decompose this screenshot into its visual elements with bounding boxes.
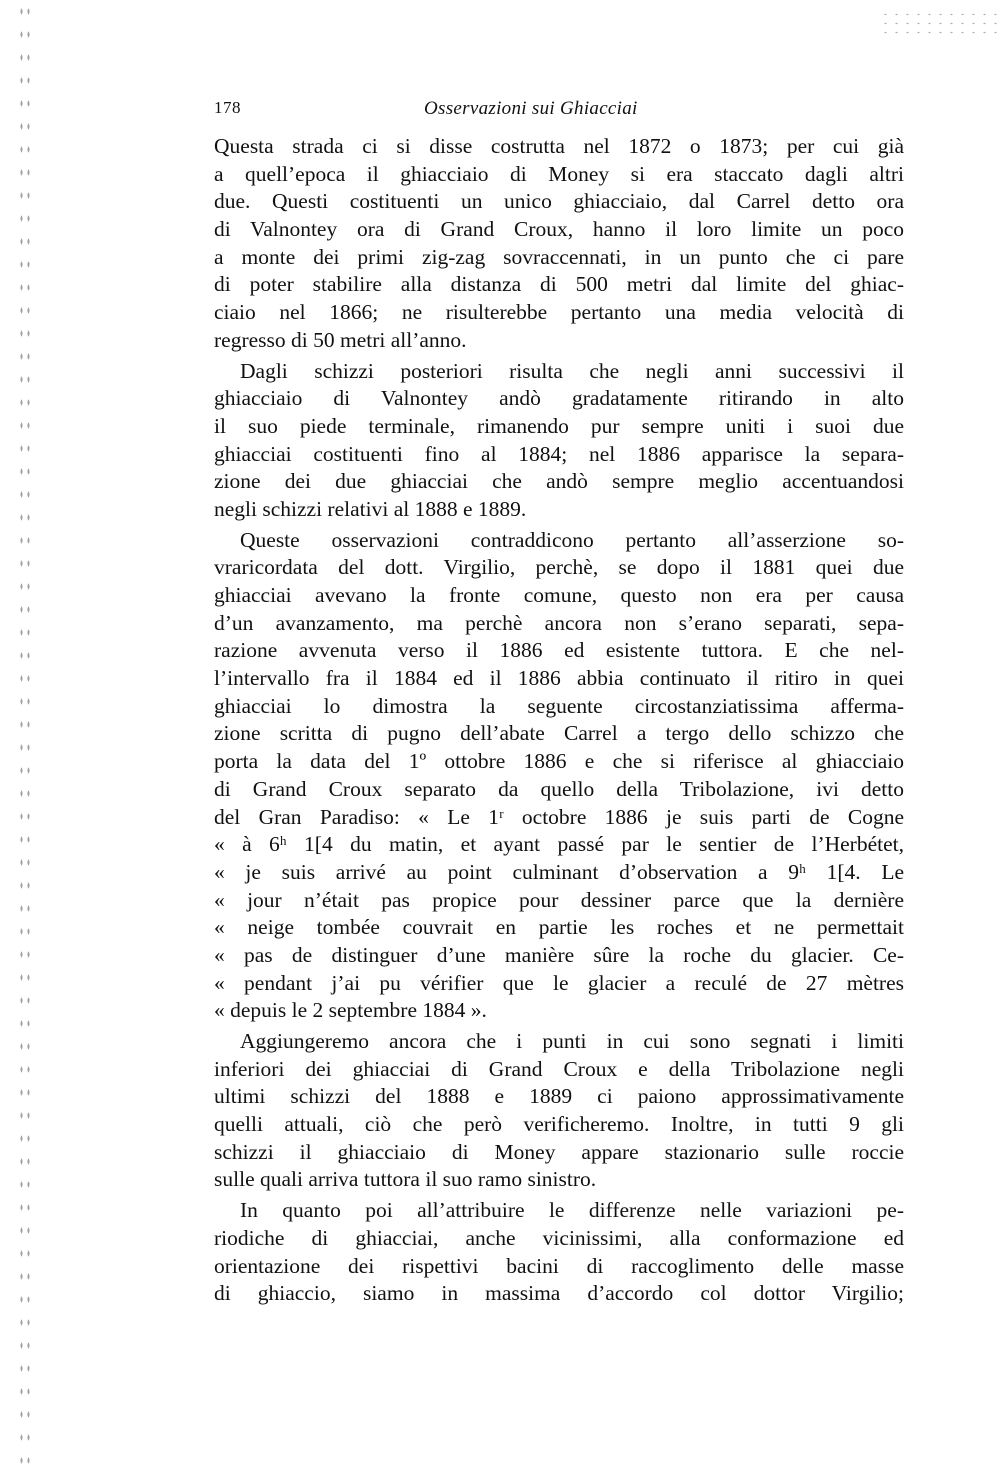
text-line: a quell’epoca il ghiacciaio di Money si era staccato dagli altri — [214, 161, 904, 186]
page-number: 178 — [214, 98, 241, 117]
text-line: razione avvenuta verso il 1886 ed esistente tuttora. E che nel- — [214, 638, 904, 663]
text-line: di Valnontey ora di Grand Croux, hanno il loro limite un poco — [214, 217, 904, 242]
paragraph — [214, 1197, 904, 1308]
text-line: ciaio nel 1866; ne risulterebbe pertanto una media velocità di — [214, 300, 904, 325]
text-line: l’intervallo fra il 1884 ed il 1886 abbia continuato il ritiro in quei — [214, 666, 904, 691]
text-line: d’un avanzamento, ma perchè ancora non s’erano separati, sepa- — [214, 610, 904, 635]
text-line: Dagli schizzi posteriori risulta che negli anni successivi il — [240, 358, 904, 383]
text-line: ghiacciai lo dimostra la seguente circostanziatissima afferma- — [214, 693, 904, 718]
text-line: ultimi schizzi del 1888 e 1889 ci paiono approssimativamente — [214, 1084, 904, 1109]
text-line: quelli attuali, ciò che però verificheremo. Inoltre, in tutti 9 gli — [214, 1112, 904, 1137]
text-line: Questa strada ci si disse costrutta nel 1872 o 1873; per cui già — [214, 134, 904, 158]
text-line: riodiche di ghiacciai, anche vicinissimi, alla conformazione ed — [214, 1225, 904, 1250]
text-line: schizzi il ghiacciaio di Money appare stazionario sulle roccie — [214, 1139, 904, 1164]
text-line: ghiacciai avevano la fronte comune, questo non era per causa — [214, 583, 904, 607]
text-line: porta la data del 1º ottobre 1886 e che si riferisce al ghiacciaio — [214, 749, 904, 774]
running-head — [214, 98, 904, 122]
text-line: di poter stabilire alla distanza di 500 metri dal limite del ghiac- — [214, 272, 904, 297]
text-line: il suo piede terminale, rimanendo pur sempre uniti i suoi due — [214, 413, 904, 438]
quote-line: « à 6ʰ 1[4 du matin, et ayant passé par le sentier de l’Herbétet, — [214, 832, 904, 857]
text-line: inferiori dei ghiacciai di Grand Croux e della Tribolazione negli — [214, 1056, 904, 1081]
quote-line: « neige tombée couvrait en partie les roches et ne permettait — [214, 915, 904, 940]
running-title: Osservazioni sui Ghiacciai — [424, 98, 638, 119]
text-line: Queste osservazioni contraddicono pertanto all’asserzione so- — [240, 527, 904, 552]
scan-noise-top-right — [880, 10, 1000, 40]
text-line: di ghiaccio, siamo in massima d’accordo col dottor Virgilio; — [214, 1281, 904, 1306]
text-line: sulle quali arriva tuttora il suo ramo sinistro. — [214, 1167, 597, 1192]
text-line: ghiacciaio di Valnontey andò gradatamente ritirando in alto — [214, 386, 904, 411]
paragraph — [214, 1028, 904, 1194]
quote-line: « jour n’était pas propice pour dessiner parce que la dernière — [214, 887, 904, 912]
text-line: del Gran Paradiso: « Le 1ʳ octobre 1886 je suis parti de Cogne — [214, 804, 904, 829]
text-line: zione dei due ghiacciai che andò sempre meglio accentuandosi — [214, 469, 904, 494]
text-line: regresso di 50 metri all’anno. — [214, 327, 467, 352]
text-line: orientazione dei rispettivi bacini di raccoglimento delle masse — [214, 1253, 904, 1278]
text-line: due. Questi costituenti un unico ghiacciaio, dal Carrel detto ora — [214, 189, 904, 214]
text-line: In quanto poi all’attribuire le differenze nelle variazioni pe- — [240, 1198, 904, 1223]
quote-line: « pendant j’ai pu vérifier que le glacier a reculé de 27 mètres — [214, 970, 904, 995]
paragraph — [214, 358, 904, 524]
body-text — [214, 133, 904, 1311]
scan-noise-left — [18, 0, 34, 1473]
quote-line: « pas de distinguer d’une manière sûre la roche du glacier. Ce- — [214, 942, 904, 967]
quote-line: « depuis le 2 septembre 1884 ». — [214, 998, 487, 1023]
text-line: zione scritta di pugno dell’abate Carrel a tergo dello schizzo che — [214, 721, 904, 746]
paragraph — [214, 527, 904, 1025]
text-line: vraricordata del dott. Virgilio, perchè, se dopo il 1881 quei due — [214, 555, 904, 580]
text-line: negli schizzi relativi al 1888 e 1889. — [214, 496, 527, 521]
text-line: a monte dei primi zig-zag sovraccennati, in un punto che ci pare — [214, 244, 904, 269]
text-line: di Grand Croux separato da quello della Tribolazione, ivi detto — [214, 776, 904, 801]
text-line: ghiacciai costituenti fino al 1884; nel 1886 apparisce la separa- — [214, 441, 904, 466]
paragraph — [214, 133, 904, 355]
quote-line: « je suis arrivé au point culminant d’observation a 9ʰ 1[4. Le — [214, 859, 904, 884]
text-line: Aggiungeremo ancora che i punti in cui sono segnati i limiti — [240, 1029, 904, 1053]
